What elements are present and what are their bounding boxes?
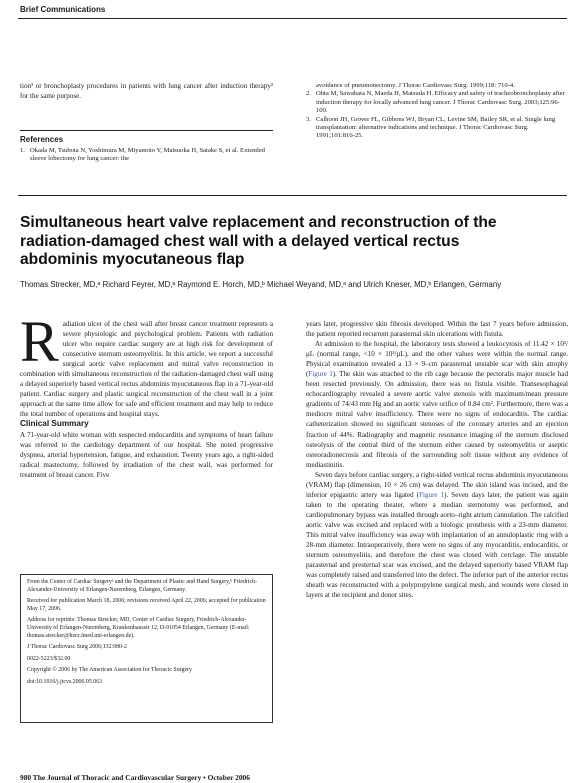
- reference-text: Ohta M, Sawabata N, Maeda H, Matsuda H. Efficacy and safety of tracheobronchoplasty after induction therapy for locally advanced lung cancer. J Thorac Cardiovasc Surg. 2003;125:96-100.: [316, 90, 565, 115]
- intro-text: adiation ulcer of the chest wall after breast cancer treatment represents a severe physiologic and psychological problem. Patients with radiation ulcer who require cardiac surgery are at high risk for development of consecutive sternum osteomyelitis. In this article, we report a successful surgical aortic valve replacement and mitral valve reconstruction in combination with simultaneous reconstruction of the radiation-damaged chest wall using a delayed superiorly based vertical rectus abdominis myocutaneous flap in a 71-year-old patient. Cardiac surgery and plastic surgical reconstruction of the chest wall in a joint approach at the same time allow for safe and efficient treatment and may help to reduce the total number of operations and hospital stays.: [20, 320, 273, 419]
- copyright-note: Copyright © 2006 by The American Association for Thoracic Surgery: [27, 667, 192, 674]
- running-head: Brief Communications: [20, 5, 106, 14]
- reference-item: [306, 82, 568, 90]
- doi-note: doi:10.1016/j.jtcvs.2006.05.063: [27, 678, 103, 685]
- references-rule: [20, 130, 273, 131]
- intro-paragraph: [20, 309, 273, 419]
- references-heading: References: [20, 135, 64, 144]
- text-run: Seven days before cardiac surgery, a right-sided vertical rectus abdominis myocutaneous (VRAM) flap (dimension, 10 × 26 cm) was delayed. The skin island was incised, and the inferior epigastric artery was ligated (: [306, 470, 568, 499]
- reference-text: Okada M, Tsubota N, Yoshimura M, Miyamoto Y, Matsuoka H, Satake S, et al. Extended sleeve lobectomy for lung cancer: the: [30, 147, 265, 163]
- paragraph: [306, 339, 568, 470]
- figure-link[interactable]: Figure 1: [308, 370, 333, 379]
- reference-item: 3. Calhoon JH, Grover FL, Gibbons WJ, Bryan CL, Levine SM, Bailey SR, et al. Single lung transplantation: alternative indications and technique. J Thorac Cardiovasc Surg. 1991;101:816-25.: [306, 115, 556, 140]
- summary-paragraph: A 71-year-old white woman with suspected endocarditis and symptoms of heart failure was referred to the cardiology department of our hospital. She noted progressive dyspnea, arterial hypertension, fatigue, and exhaustion. Twenty years ago, a right-sided radical mastectomy, followed by irradiation of the chest wall, was performed for treatment of breast cancer. Five: [20, 430, 273, 479]
- header-rule: [18, 18, 567, 19]
- section-heading: Clinical Summary: [20, 419, 89, 429]
- received-note: Received for publication March 18, 2006; revisions received April 22, 2006; accepted for publication May 17, 2006.: [27, 598, 266, 612]
- left-body-column: [20, 309, 273, 480]
- issn-price: 0022-5223/$32.00: [27, 655, 71, 662]
- drop-cap: R: [20, 309, 59, 374]
- paragraph: years later, progressive skin fibrosis developed. Within the last 7 years before admission, the patient reported recurrent parasternal skin ulcerations with fistula.: [306, 320, 568, 339]
- reference-list: [20, 147, 273, 164]
- text-run: ). Seven days later, the patient was again taken to the operating theater, where a median sternotomy was performed, and cardiopulmonary bypass was installed through aorto–right atrium cannulation. The calcified aortic valve was excised and replaced with a biologic prosthesis with a 23-mm diameter. This mitral valve insufficiency was away with implantation of an annuloplastic ring with a 28-mm diameter. Intraoperatively, there were no signs of any myocarditis, endocarditis, or sternum osteomyelitis, and therefore the chest was closed with cerclage. The unstable parasternal and presternal scar was excised, and the delayed superiorly based VRAM flap was completely raised and transferred into the defect. The inferior part of the anterior rectus sheath was reconstructed with a polypropylene surgical mesh, and wounds were closed in layers at the recipient and donor sites.: [306, 490, 569, 600]
- reference-item: 1. Okada M, Tsubota N, Yoshimura M, Miyamoto Y, Matsuoka H, Satake S, et al. Extended sleeve lobectomy for lung cancer: the: [20, 147, 265, 163]
- article-title: Simultaneous heart valve replacement and reconstruction of the radiation-damaged chest wall with a delayed vertical rectus abdominis myocutaneous flap: [20, 214, 497, 268]
- affiliation-note: From the Center of Cardiac Surgeryᵃ and the Department of Plastic and Hand Surgery,ᵇ Friedrich-Alexander-University of Erlangen-Nuremberg, Erlangen, Germany.: [27, 579, 258, 593]
- carryover-paragraph: tion³ or bronchoplasty procedures in patients with lung cancer after induction therapy² for the same purpose.: [20, 82, 273, 101]
- reference-item: 2. Ohta M, Sawabata N, Maeda H, Matsuda H. Efficacy and safety of tracheobronchoplasty after induction therapy for locally advanced lung cancer. J Thorac Cardiovasc Surg. 2003;125:96-100.: [306, 90, 565, 115]
- article-info-box: [20, 574, 273, 723]
- top-right-references: [306, 82, 568, 141]
- paragraph: [306, 470, 568, 601]
- page-footer: 980 The Journal of Thoracic and Cardiovascular Surgery • October 2006: [20, 773, 250, 782]
- reference-text: Calhoon JH, Grover FL, Gibbons WJ, Bryan CL, Levine SM, Bailey SR, et al. Single lung transplantation: alternative indications and technique. J Thorac Cardiovasc Surg. 1991;101:816-25.: [316, 115, 556, 140]
- reference-text: avoidance of pneumonectomy. J Thorac Cardiovasc Surg. 1999;118: 710-4.: [316, 82, 515, 89]
- journal-citation: J Thorac Cardiovasc Surg 2006;132:980-2: [27, 644, 127, 651]
- reprint-address: Address for reprints: Thomas Strecker, MD, Center of Cardiac Surgery, Friedrich-Alexander-University of Erlangen-Nuremberg, Krankenhausstr 12, D-91054 Erlangen, Germany (E-mail: thomas.strecker@herz.imed.uni-erlangen.de).: [27, 617, 250, 639]
- article-authors: Thomas Strecker, MD,ᵃ Richard Feyrer, MD,ᵃ Raymond E. Horch, MD,ᵇ Michael Weyand, MD,ᵃ and Ulrich Kneser, MD,ᵇ Erlangen, Germany: [20, 280, 502, 289]
- figure-link[interactable]: Figure 1: [419, 490, 445, 499]
- reference-list-continued: [306, 82, 568, 141]
- references-block: [20, 135, 273, 164]
- title-rule: [18, 195, 567, 196]
- top-left-column: [20, 81, 273, 101]
- text-run: ). The skin was attached to the rib cage because the pectoralis major muscle had been resected previously. On admission, there was no fistula visible. Transesophageal echocardiography revealed a severe aortic valve stenosis with maximum/mean pressure gradients of 74/43 mm Hg and an aortic valve orifice of 0.84 cm². Furthermore, there was a mediocre mitral valve insufficiency. There were no signs of endocarditis. The cardiac catheterization showed no significant stenoses of the coronary arteries and an ejection fraction of 44%. Radiography and magnetic resonance imaging of the sternum disclosed osteolysis of the central third of the sternum either caused by osteomyelitis or aseptic osteoradionecrosis and fibrosis of the surrounding soft tissue without any evidence of mediastinitis.: [306, 370, 569, 469]
- text-run: At admission to the hospital, the laboratory tests showed a leukocytosis of 11.42 × 10³/μL (normal range, <10 × 10³/μL), and the other values were within the normal range. Physical examination revealed a 13 × 9–cm parasternal unstable scar with skin atrophy (: [306, 340, 568, 379]
- right-body-column: [306, 319, 568, 600]
